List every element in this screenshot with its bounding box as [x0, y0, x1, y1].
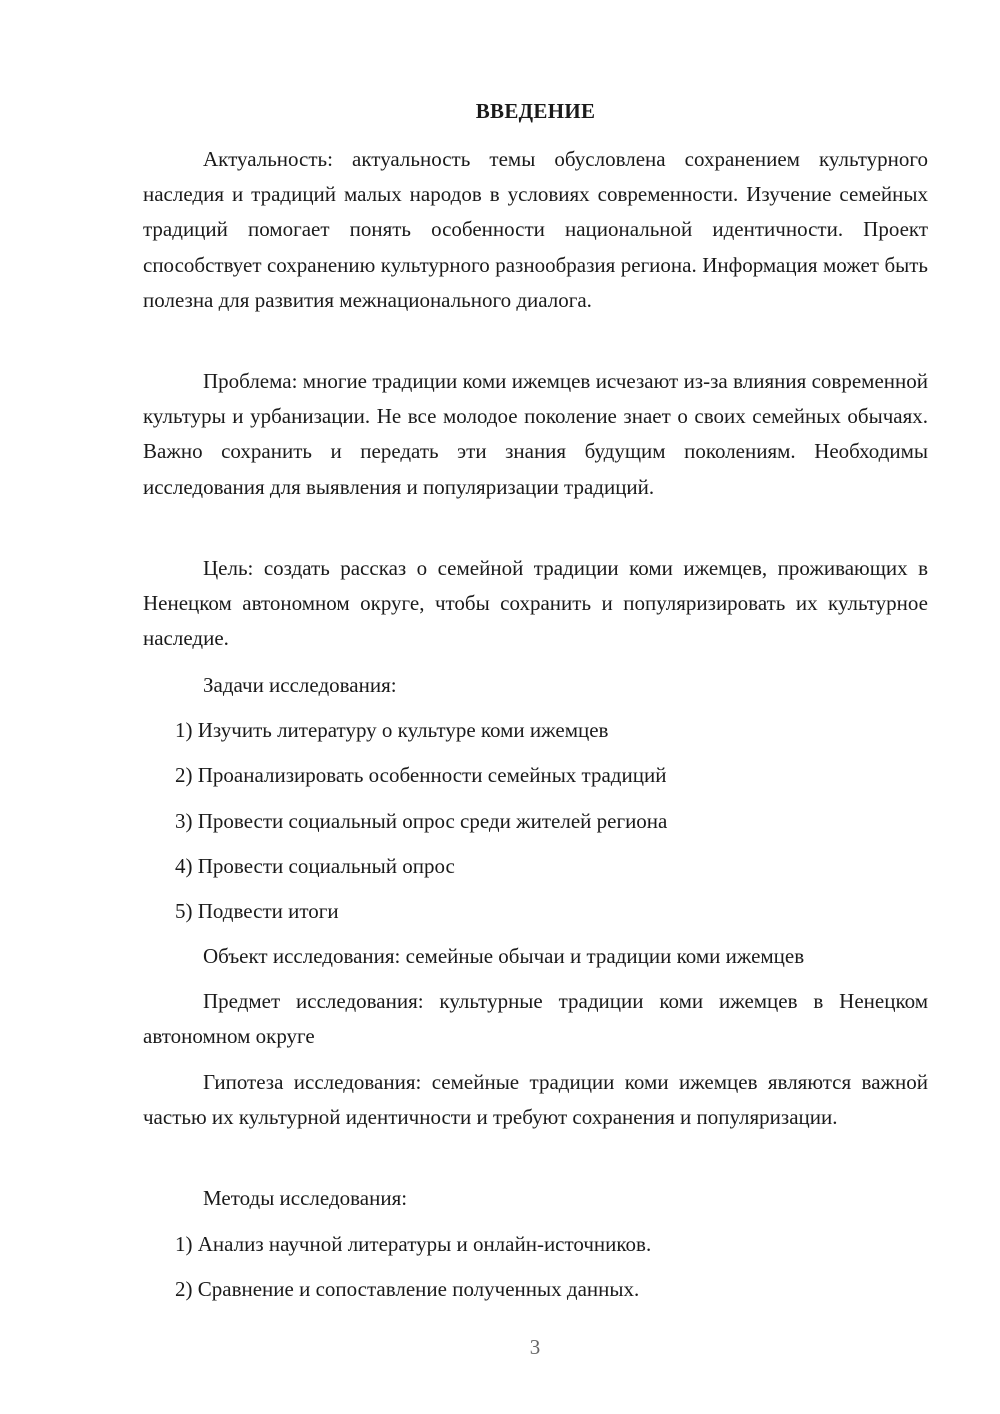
list-item-task: 4) Провести социальный опрос [175, 854, 455, 878]
list-item-task: 1) Изучить литературу о культуре коми ижемцев [175, 718, 609, 742]
subject-paragraph: Предмет исследования: культурные традиции коми ижемцев в Ненецком автономном округе [143, 989, 928, 1049]
list-item-method: 2) Сравнение и сопоставление полученных данных. [175, 1277, 640, 1301]
list-item-task: 3) Провести социальный опрос среди жителей региона [175, 809, 668, 833]
problem-paragraph: Проблема: многие традиции коми ижемцев исчезают из-за влияния современной культуры и урбанизации. Не все молодое поколение знает о своих семейных обычаях. Важно сохранить и передать эти знания будущим поколениям. Необходимы исследования для выявления и популяризации традиций. [143, 369, 928, 499]
tasks-heading: Задачи исследования: [203, 673, 397, 697]
methods-heading: Методы исследования: [203, 1186, 408, 1210]
page-title: ВВЕДЕНИЕ [475, 99, 596, 123]
relevance-paragraph: Актуальность: актуальность темы обусловлена сохранением культурного наследия и традиций малых народов в условиях современности. Изучение семейных традиций помогает понять особенности национальной идентичности. Проект способствует сохранению культурного разнообразия региона. Информация может быть полезна для развития межнационального диалога. [143, 147, 928, 312]
page-number: 3 [529, 1335, 541, 1359]
list-item-task: 5) Подвести итоги [175, 899, 339, 923]
object-line: Объект исследования: семейные обычаи и традиции коми ижемцев [203, 944, 805, 968]
list-item-method: 1) Анализ научной литературы и онлайн-источников. [175, 1232, 652, 1256]
list-item-task: 2) Проанализировать особенности семейных традиций [175, 763, 667, 787]
goal-paragraph: Цель: создать рассказ о семейной традиции коми ижемцев, проживающих в Ненецком автономном округе, чтобы сохранить и популяризировать их культурное наследие. [143, 556, 928, 651]
hypothesis-paragraph: Гипотеза исследования: семейные традиции коми ижемцев являются важной частью их культурной идентичности и требуют сохранения и популяризации. [143, 1070, 928, 1130]
